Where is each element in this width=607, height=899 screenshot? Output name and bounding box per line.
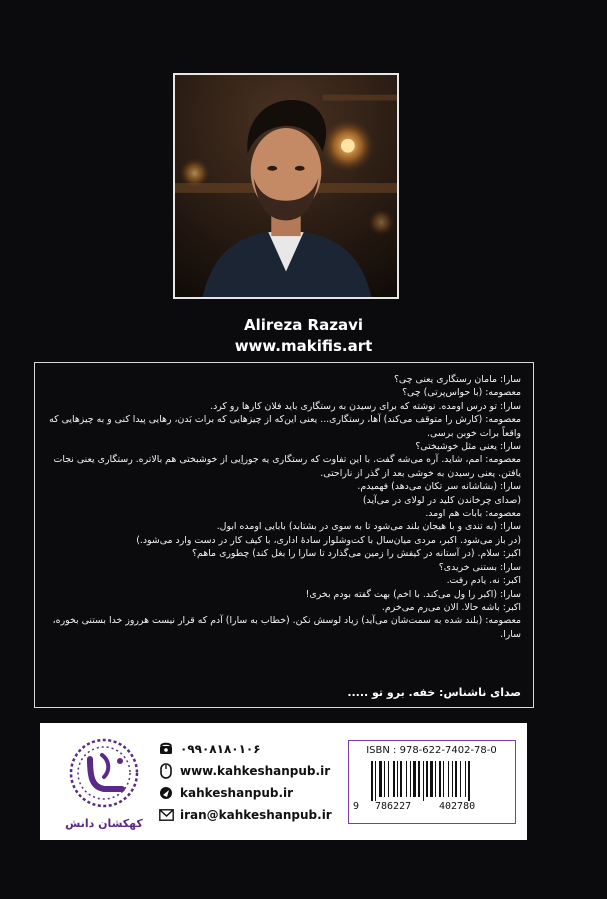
excerpt-line: سارا: یعنی مثل خوشبختی؟ bbox=[415, 441, 521, 453]
social-row[interactable] bbox=[158, 782, 348, 804]
excerpt-line: معصومه: (کارش را متوقف می‌کند) آها، رستگاری... یعنی این‌که از چیزهایی که برات بَدن، رهایی پیدا کنی و به چیزهایی که واقعاً برات خوبن برسی. bbox=[46, 414, 521, 439]
excerpt-line: معصومه: (بلند شده به سمت‌شان می‌آید) زیاد لوسش نکن. (خطاب به سارا) آدم که قرار نیست هرروز خدا بستنی بخوره، سارا. bbox=[49, 615, 521, 640]
excerpt-closing-line: صدای ناشناس: خفه. برو تو ..... bbox=[347, 685, 521, 699]
excerpt-line: سارا: (اکبر را ول می‌کند. با اخم) بهت گفته بودم بخری! bbox=[305, 588, 521, 600]
excerpt-line: سارا: تو درس اومده. نوشته که برای رسیدن به رستگاری باید فلان کارها رو کرد. bbox=[210, 400, 521, 412]
phone-icon bbox=[158, 741, 174, 757]
excerpt-line: (در باز می‌شود. اکبر، مردی میان‌سال با کت‌وشلوار سادهٔ اداری، با کیف کار در دست وارد می‌شود.) bbox=[136, 534, 521, 546]
excerpt-line: اکبر: سلام. (در آستانه در کیفش را زمین می‌گذارد تا سارا را بغل کند) چطوری ماهم؟ bbox=[192, 548, 521, 560]
publisher-website: www.kahkeshanpub.ir bbox=[180, 764, 331, 778]
barcode-digits-right: 402780 bbox=[439, 801, 476, 812]
book-excerpt bbox=[34, 362, 534, 708]
excerpt-line: اکبر: باشه حالا. الان می‌رم می‌خرم. bbox=[381, 601, 521, 613]
email-row[interactable] bbox=[158, 804, 348, 826]
barcode-digits-left: 786227 bbox=[375, 801, 412, 812]
social-icon bbox=[158, 785, 174, 801]
publisher-panel bbox=[40, 723, 527, 840]
excerpt-line: معصومه: امم، شاید. آره می‌شه گفت. با این تفاوت که رستگاری یه جوراِیی از خوشبختی هم بالاتره. رستگاری یعنی نجات یافتن. یعنی رسیدن به خوشی بعد از گذر از ناراحتی. bbox=[50, 454, 521, 479]
envelope-icon bbox=[158, 807, 174, 823]
excerpt-line: اکبر: نه. یادم رفت. bbox=[446, 575, 521, 587]
mouse-icon bbox=[158, 763, 174, 779]
author-website[interactable]: www.makifis.art bbox=[234, 337, 373, 355]
excerpt-line: سارا: بستنی خریدی؟ bbox=[438, 561, 521, 573]
website-row[interactable] bbox=[158, 760, 348, 782]
phone-number: ۰۹۹۰۸۱۸۰۱۰۶ bbox=[180, 742, 261, 756]
publisher-logo-text: کهکشان دانش bbox=[65, 817, 143, 830]
publisher-social: kahkeshanpub.ir bbox=[180, 786, 294, 800]
phone-row[interactable] bbox=[158, 738, 348, 760]
excerpt-line: سارا: مامان رستگاری یعنی چی؟ bbox=[393, 374, 521, 385]
publisher-contacts bbox=[158, 738, 348, 826]
excerpt-line: (صدای چرخاندن کلید در لولای در می‌آید) bbox=[362, 494, 521, 506]
barcode-digit-first: 9 bbox=[353, 801, 360, 812]
isbn-label: ISBN : 978-622-7402-78-0 bbox=[366, 745, 497, 756]
excerpt-line: معصومه: (با حواس‌پرتی) چی؟ bbox=[402, 387, 521, 399]
excerpt-line: سارا: (به تندی و با هیجان بلند می‌شود تا به سوی در بشتابد) بابایی اومده ابول. bbox=[216, 521, 521, 533]
publisher-logo bbox=[60, 737, 148, 833]
excerpt-line: سارا: (بشاشانه سر تکان می‌دهد) فهمیدم. bbox=[357, 481, 521, 493]
isbn-barcode-box bbox=[348, 740, 516, 824]
excerpt-line: معصومه: بابات هم اومد. bbox=[425, 508, 521, 520]
author-name: Alireza Razavi bbox=[244, 316, 363, 334]
barcode bbox=[361, 761, 503, 801]
publisher-email: iran@kahkeshanpub.ir bbox=[180, 808, 332, 822]
author-photo bbox=[173, 73, 399, 299]
